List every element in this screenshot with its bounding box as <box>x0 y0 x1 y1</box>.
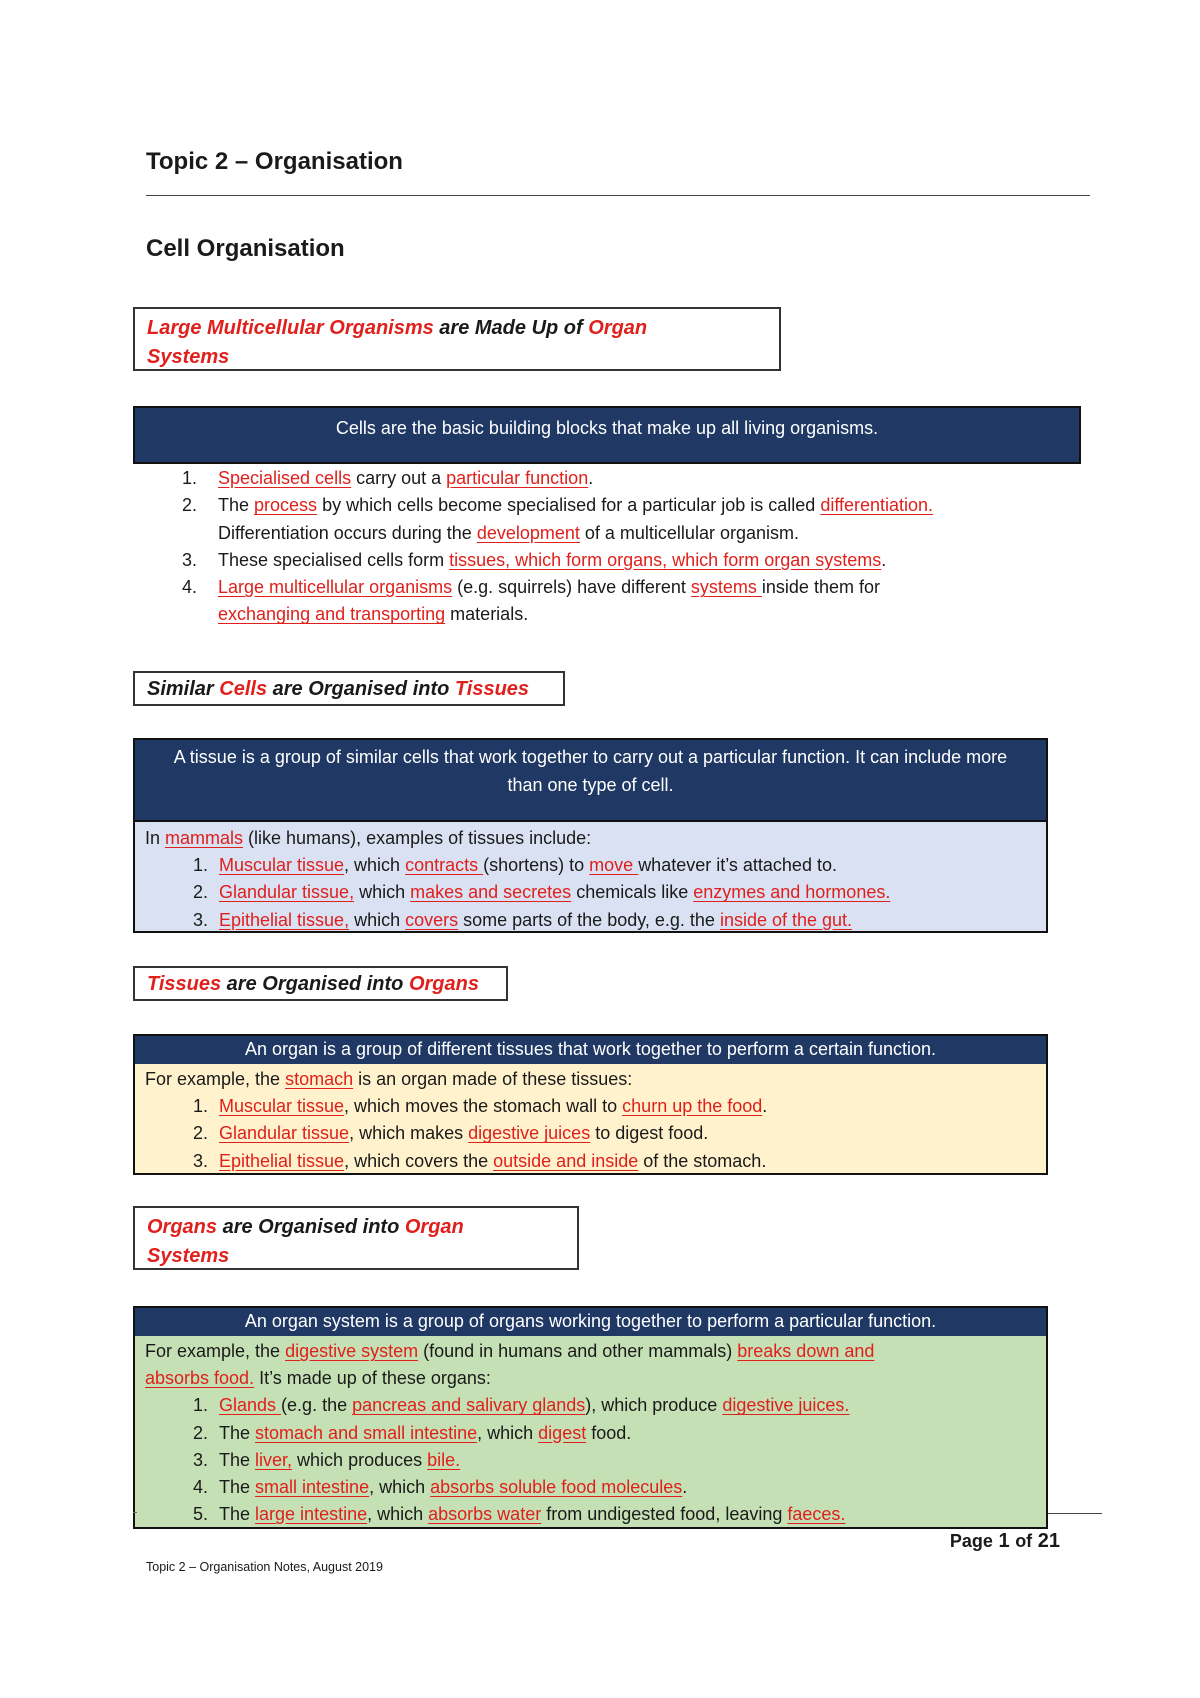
keyword: small intestine <box>255 1477 370 1498</box>
text: (e.g. the <box>281 1395 353 1416</box>
text: . <box>881 549 887 570</box>
keyword: mammals <box>165 828 244 848</box>
heading-part: Tissues <box>454 678 530 700</box>
text: The <box>219 1504 256 1525</box>
subheading-organ-systems-2 <box>133 1206 579 1270</box>
list-item <box>145 1392 1036 1419</box>
keyword: digestive juices <box>468 1123 591 1144</box>
heading-part: are Organised into <box>217 1216 405 1238</box>
text: which produces <box>292 1449 428 1470</box>
keyword: outside and inside <box>493 1150 639 1171</box>
text: ), which produce <box>585 1395 723 1416</box>
keyword: bile. <box>427 1449 461 1470</box>
text: , which makes <box>349 1123 469 1144</box>
keyword: makes and secretes <box>410 882 572 903</box>
keyword: Large multicellular organisms <box>218 577 453 598</box>
heading-part: are Organised into <box>221 973 409 995</box>
keyword: Muscular tissue <box>219 1096 345 1117</box>
list-item <box>146 465 1086 492</box>
organ-tissue-list <box>145 1093 1036 1175</box>
subheading-tissues <box>133 671 565 706</box>
title-divider <box>146 195 1090 196</box>
keyword: digestive juices. <box>722 1395 850 1416</box>
footer-divider <box>133 1512 137 1513</box>
page-current: 1 <box>998 1530 1010 1552</box>
text: Differentiation occurs during the <box>218 522 477 543</box>
text: by which cells become specialised for a particular job is called <box>317 495 821 516</box>
list-item <box>145 1474 1036 1501</box>
keyword: stomach <box>285 1069 354 1089</box>
keyword: inside of the gut. <box>719 909 853 930</box>
list-item <box>145 1120 1036 1147</box>
heading-part: are Made Up of <box>433 317 589 339</box>
text: , which <box>477 1422 539 1443</box>
organ-examples-panel <box>133 1064 1048 1175</box>
text: For example, the <box>145 1069 286 1089</box>
text: The <box>219 1477 256 1498</box>
keyword: Epithelial tissue <box>219 1150 345 1171</box>
page-title: Topic 2 – Organisation <box>146 148 403 175</box>
text: . <box>682 1477 688 1498</box>
text: The <box>219 1422 256 1443</box>
list-item <box>146 547 1086 574</box>
footer-divider <box>1048 1513 1102 1514</box>
keyword: large intestine <box>255 1504 368 1525</box>
keyword: move <box>589 855 639 876</box>
heading-part: Organs <box>408 973 479 995</box>
keyword: process <box>254 495 318 516</box>
definition-organ-system: An organ system is a group of organs working together to perform a particular function. <box>133 1306 1048 1336</box>
list-number: 1. <box>182 468 198 488</box>
keyword: exchanging and transporting <box>218 604 446 625</box>
keyword: tissues, which form organs, which form organ systems <box>449 549 882 570</box>
panel-intro <box>145 825 1036 852</box>
keyword: digestive system <box>285 1341 419 1361</box>
list-item <box>145 1148 1036 1175</box>
text: , which covers the <box>344 1150 494 1171</box>
definition-organ: An organ is a group of different tissues that work together to perform a certain function. <box>133 1034 1048 1064</box>
keyword: stomach and small intestine <box>255 1422 478 1443</box>
panel-intro <box>145 1066 1036 1093</box>
section-heading: Cell Organisation <box>146 235 345 262</box>
list-number: 2. <box>193 882 209 903</box>
list-number: 4. <box>182 577 198 598</box>
keyword: covers <box>405 909 459 930</box>
text: whatever it’s attached to. <box>638 855 837 876</box>
text: In <box>145 828 166 848</box>
text: It’s made up of these organs: <box>254 1368 491 1389</box>
text: (like humans), examples of tissues include: <box>243 828 592 848</box>
list-item <box>146 492 1086 547</box>
text: . <box>762 1096 768 1117</box>
text: (e.g. squirrels) have different <box>452 577 691 598</box>
keyword: absorbs soluble food molecules <box>430 1477 683 1498</box>
text: food. <box>586 1422 632 1443</box>
page-number <box>950 1530 1060 1553</box>
text: These specialised cells form <box>218 549 450 570</box>
text: The <box>218 495 255 516</box>
list-item <box>146 574 1086 629</box>
keyword: Specialised cells <box>218 468 352 488</box>
keyword: liver, <box>255 1449 293 1470</box>
list-number: 1. <box>193 1096 209 1117</box>
keyword: development <box>476 522 580 543</box>
heading-part: are Organised into <box>267 678 455 700</box>
text: , which <box>344 855 406 876</box>
keyword: digest <box>538 1422 587 1443</box>
text: of the stomach. <box>638 1150 767 1171</box>
text: from undigested food, leaving <box>541 1504 788 1525</box>
list-item <box>145 1093 1036 1120</box>
text: of a multicellular organism. <box>579 522 799 543</box>
keyword: breaks down and <box>737 1341 875 1361</box>
keyword: differentiation. <box>820 495 934 516</box>
keyword: faeces. <box>787 1504 846 1525</box>
text: chemicals like <box>571 882 694 903</box>
keyword: particular function <box>446 468 589 488</box>
list-number: 2. <box>182 495 198 516</box>
panel-intro <box>145 1338 1036 1392</box>
list-number: 1. <box>193 855 209 876</box>
text: , which moves the stomach wall to <box>344 1096 623 1117</box>
heading-part: Large Multicellular Organisms <box>147 317 434 339</box>
tissue-examples-panel <box>133 822 1048 933</box>
keyword: pancreas and salivary glands <box>352 1395 586 1416</box>
keyword: Muscular tissue <box>219 855 345 876</box>
list-number: 2. <box>193 1123 209 1144</box>
organ-system-examples-panel <box>133 1336 1048 1529</box>
heading-part: Organ <box>404 1216 464 1238</box>
footer-text: Topic 2 – Organisation Notes, August 2019 <box>146 1560 383 1574</box>
keyword: Glands <box>219 1395 282 1416</box>
text: The <box>219 1449 256 1470</box>
list-item <box>145 879 1036 906</box>
text: inside them for <box>761 577 880 598</box>
list-number: 1. <box>193 1395 209 1416</box>
list-number: 3. <box>182 549 198 570</box>
heading-part: Systems <box>147 1245 230 1267</box>
keyword: contracts <box>405 855 484 876</box>
keyword: Glandular tissue <box>219 1123 350 1144</box>
keyword: enzymes and hormones. <box>693 882 891 903</box>
list-item <box>145 1447 1036 1474</box>
text: (shortens) to <box>483 855 590 876</box>
text: materials. <box>445 604 529 625</box>
text: to digest food. <box>590 1123 709 1144</box>
text: some parts of the body, e.g. the <box>458 909 720 930</box>
list-item <box>145 907 1036 934</box>
heading-part: Cells <box>219 678 268 700</box>
list-item <box>145 852 1036 879</box>
heading-part: Systems <box>147 346 230 368</box>
keyword: Epithelial tissue, <box>219 909 350 930</box>
keyword: churn up the food <box>622 1096 763 1117</box>
cell-organisation-list <box>146 465 1086 629</box>
keyword: Glandular tissue, <box>219 882 355 903</box>
keyword: systems <box>690 577 762 598</box>
text: carry out a <box>351 468 447 488</box>
text: . <box>588 468 594 488</box>
list-number: 4. <box>193 1477 209 1498</box>
heading-part: Organs <box>147 1216 218 1238</box>
text: is an organ made of these tissues: <box>353 1069 633 1089</box>
heading-part: Organ <box>588 317 648 339</box>
list-item <box>145 1420 1036 1447</box>
subheading-organs <box>133 966 508 1001</box>
heading-part: Similar <box>147 678 220 700</box>
text: , which <box>369 1477 431 1498</box>
list-number: 5. <box>193 1504 209 1525</box>
tissue-list <box>145 852 1036 934</box>
keyword: absorbs food. <box>145 1368 255 1389</box>
list-number: 3. <box>193 909 209 930</box>
keyword: absorbs water <box>428 1504 542 1525</box>
list-number: 3. <box>193 1449 209 1470</box>
heading-part: Tissues <box>147 973 222 995</box>
list-number: 3. <box>193 1150 209 1171</box>
list-number: 2. <box>193 1422 209 1443</box>
page-of: of <box>1015 1531 1033 1551</box>
list-item <box>145 1501 1036 1528</box>
text: which <box>354 882 411 903</box>
text: , which <box>367 1504 429 1525</box>
page-label: Page <box>949 1531 993 1551</box>
subheading-organ-systems <box>133 307 781 371</box>
page-total: 21 <box>1037 1530 1060 1552</box>
text: which <box>349 909 406 930</box>
digestive-organ-list <box>145 1392 1036 1528</box>
text: For example, the <box>145 1341 286 1361</box>
definition-cells: Cells are the basic building blocks that make up all living organisms. <box>133 406 1081 464</box>
text: (found in humans and other mammals) <box>418 1341 738 1361</box>
definition-tissue: A tissue is a group of similar cells that work together to carry out a particular function. It can include more than one type of cell. <box>133 738 1048 822</box>
